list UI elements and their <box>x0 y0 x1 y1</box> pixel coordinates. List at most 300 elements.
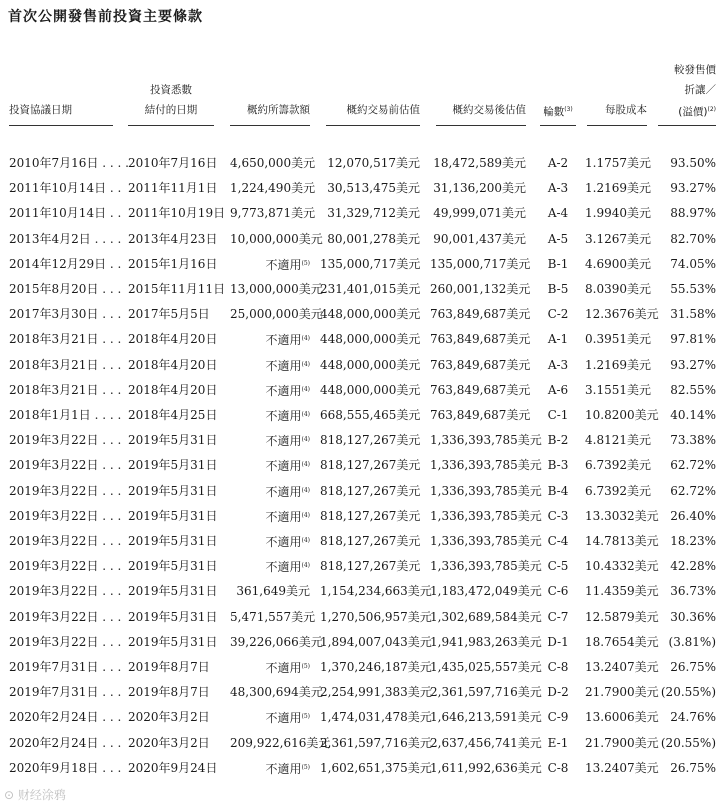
pre-money-cell-text: 818,127,267美元 <box>320 433 421 448</box>
amount-raised-cell <box>230 580 310 602</box>
settlement-date-cell-text: 2018年4月20日 <box>128 357 218 372</box>
amount-raised-cell <box>230 228 323 250</box>
post-money-cell <box>430 328 531 350</box>
settlement-date-cell <box>128 454 228 476</box>
investment-date-cell <box>9 404 122 426</box>
investment-date-cell <box>9 253 122 275</box>
page-title: 首次公開發售前投資主要條款 <box>8 9 203 25</box>
discount-cell <box>656 177 716 199</box>
table-row <box>0 606 724 628</box>
table-row <box>0 303 724 325</box>
cost-per-share-cell <box>585 580 659 602</box>
investment-date-cell <box>9 732 122 754</box>
header-settlement-date <box>128 80 214 120</box>
post-money-cell <box>430 278 531 300</box>
discount-cell <box>656 505 716 527</box>
post-money-cell <box>430 354 531 376</box>
discount-cell-text: 82.70% <box>670 231 716 246</box>
pre-money-cell-text: 448,000,000美元 <box>320 382 421 397</box>
amount-raised-cell <box>230 429 310 451</box>
discount-cell-text: 30.36% <box>670 609 716 624</box>
amount-raised-cell <box>230 505 310 527</box>
amount-raised-cell <box>230 454 310 476</box>
pre-money-cell <box>320 555 420 577</box>
pre-money-cell <box>320 278 420 300</box>
pre-money-cell <box>320 429 420 451</box>
round-cell-text: A-1 <box>547 332 569 347</box>
pre-money-cell <box>320 480 420 502</box>
header-investment-date-label: 投資協議日期 <box>9 104 72 116</box>
cost-per-share-cell-text: 1.2169美元 <box>585 181 651 196</box>
discount-cell <box>656 202 716 224</box>
amount-raised-cell-text: 不適用 <box>265 333 302 348</box>
footnote-marker: (4) <box>301 511 310 519</box>
amount-raised-cell-text: 10,000,000美元 <box>230 231 323 246</box>
cost-per-share-cell <box>585 530 659 552</box>
round-cell-text: D-2 <box>547 685 569 700</box>
footnote-marker: (5) <box>301 713 310 721</box>
round-cell-text: A-3 <box>547 181 569 196</box>
table-row <box>0 379 724 401</box>
discount-cell-text: 82.55% <box>670 382 716 397</box>
settlement-date-cell-text: 2015年1月16日 <box>128 256 218 271</box>
settlement-date-cell <box>128 202 228 224</box>
post-money-cell <box>430 404 531 426</box>
investment-date-cell <box>9 631 122 653</box>
discount-cell-text: 62.72% <box>670 483 716 498</box>
table-row <box>0 480 724 502</box>
discount-cell-text: 26.75% <box>670 660 716 674</box>
post-money-cell-text: 763,849,687美元 <box>430 408 531 422</box>
header-round-note: (3) <box>564 106 573 113</box>
cost-per-share-cell-text: 11.4359美元 <box>585 584 659 599</box>
settlement-date-cell-text: 2019年8月7日 <box>128 685 210 700</box>
settlement-date-cell-text: 2020年3月2日 <box>128 710 210 725</box>
round-cell <box>540 253 576 275</box>
cost-per-share-cell <box>585 328 651 350</box>
settlement-date-cell <box>128 505 228 527</box>
pre-money-cell-text: 668,555,465美元 <box>320 408 421 422</box>
cost-per-share-cell <box>585 631 659 653</box>
settlement-date-cell <box>128 732 228 754</box>
post-money-cell <box>430 480 542 502</box>
pre-money-cell <box>320 706 432 728</box>
settlement-date-cell-text: 2010年7月16日 <box>128 156 218 170</box>
post-money-cell-text: 1,183,472,049美元 <box>430 584 542 599</box>
table-row <box>0 404 724 426</box>
amount-raised-cell <box>230 152 316 174</box>
round-cell-text: C-8 <box>547 660 569 674</box>
header-pre-money <box>320 100 420 120</box>
header-discount-note: (2) <box>707 106 716 113</box>
amount-raised-cell-text: 不適用 <box>265 409 302 423</box>
settlement-date-cell <box>128 429 228 451</box>
post-money-cell-text: 1,336,393,785美元 <box>430 458 542 473</box>
pre-money-cell-text: 80,001,278美元 <box>327 231 420 246</box>
amount-raised-cell <box>230 656 310 678</box>
header-cost-per-share <box>585 100 647 120</box>
header-rule-pre-money <box>326 125 420 126</box>
investment-date-cell-text: 2013年4月2日 . . . . <box>9 231 122 246</box>
header-settlement-date-line2: 結付的日期 <box>144 104 198 116</box>
header-rule-amount-raised <box>230 125 310 126</box>
amount-raised-cell-text: 不適用 <box>265 761 302 776</box>
round-cell-text: C-6 <box>547 584 569 599</box>
pre-money-cell <box>320 505 420 527</box>
settlement-date-cell <box>128 606 228 628</box>
discount-cell-text: 18.23% <box>670 534 716 548</box>
settlement-date-cell <box>128 152 228 174</box>
amount-raised-cell <box>230 631 323 653</box>
cost-per-share-cell <box>585 404 659 426</box>
round-cell <box>540 454 576 476</box>
round-cell <box>540 152 576 174</box>
header-investment-date <box>9 100 72 120</box>
amount-raised-cell-text: 209,922,616美元 <box>230 735 331 750</box>
cost-per-share-cell <box>585 454 651 476</box>
cost-per-share-cell-text: 0.3951美元 <box>585 332 651 347</box>
footnote-marker: (4) <box>301 411 310 418</box>
settlement-date-cell <box>128 303 228 325</box>
discount-cell <box>656 530 716 552</box>
cost-per-share-cell-text: 21.7900美元 <box>585 735 659 750</box>
header-rule-post-money <box>436 125 526 126</box>
post-money-cell <box>430 202 526 224</box>
investment-date-cell-text: 2019年3月22日 . . . <box>9 458 122 473</box>
discount-cell-text: (20.55%) <box>660 685 716 700</box>
header-round-text: 輪數 <box>543 106 565 118</box>
table-row <box>0 253 724 275</box>
discount-cell <box>656 303 716 325</box>
round-cell <box>540 480 576 502</box>
discount-cell <box>656 404 716 426</box>
amount-raised-cell-text: 5,471,557美元 <box>230 609 316 624</box>
amount-raised-cell <box>230 303 323 325</box>
cost-per-share-cell <box>585 606 659 628</box>
amount-raised-cell <box>230 555 310 577</box>
table-row <box>0 757 724 779</box>
settlement-date-cell-text: 2018年4月25日 <box>128 408 218 422</box>
discount-cell-text: 93.27% <box>670 181 716 196</box>
table-row <box>0 580 724 602</box>
settlement-date-cell-text: 2019年5月31日 <box>128 634 218 649</box>
cost-per-share-cell-text: 12.3676美元 <box>585 307 659 322</box>
investment-date-cell-text: 2019年3月22日 . . . <box>9 609 122 624</box>
investment-date-cell <box>9 480 122 502</box>
discount-cell-text: 26.40% <box>670 508 716 523</box>
settlement-date-cell-text: 2018年4月20日 <box>128 332 218 347</box>
investment-date-cell <box>9 454 122 476</box>
table-row <box>0 454 724 476</box>
investment-date-cell <box>9 177 122 199</box>
discount-cell-text: 31.58% <box>670 307 716 322</box>
investment-date-cell <box>9 202 122 224</box>
pre-money-cell-text: 818,127,267美元 <box>320 508 421 523</box>
cost-per-share-cell-text: 6.7392美元 <box>585 458 651 473</box>
discount-cell <box>656 757 716 779</box>
amount-raised-cell-text: 不適用 <box>265 484 302 499</box>
round-cell-text: B-2 <box>547 433 569 448</box>
cost-per-share-cell-text: 6.7392美元 <box>585 483 651 498</box>
pre-money-cell-text: 448,000,000美元 <box>320 332 421 347</box>
discount-cell <box>656 152 716 174</box>
investment-date-cell <box>9 706 122 728</box>
pre-money-cell <box>320 253 420 275</box>
pre-money-cell <box>320 606 432 628</box>
footnote-marker: (4) <box>301 461 310 469</box>
table-row <box>0 555 724 577</box>
cost-per-share-cell-text: 3.1267美元 <box>585 231 651 246</box>
post-money-cell <box>430 152 526 174</box>
watermark-logo: ⊙ 财经涂鸦 <box>4 788 66 802</box>
discount-cell-text: 42.28% <box>670 559 716 574</box>
discount-cell-text: (20.55%) <box>660 735 716 750</box>
round-cell-text: A-2 <box>547 156 569 170</box>
pre-money-cell <box>320 404 420 426</box>
pre-money-cell-text: 818,127,267美元 <box>320 559 421 574</box>
post-money-cell <box>430 580 542 602</box>
amount-raised-cell-text: 1,224,490美元 <box>230 181 316 196</box>
pre-money-cell-text: 135,000,717美元 <box>320 256 421 271</box>
investment-date-cell-text: 2010年7月16日 . . . . <box>9 156 129 170</box>
amount-raised-cell-text: 不適用 <box>265 257 302 272</box>
header-amount-raised <box>230 100 310 120</box>
cost-per-share-cell <box>585 253 651 275</box>
discount-cell-text: 93.50% <box>670 156 716 170</box>
table-row <box>0 202 724 224</box>
amount-raised-cell-text: 不適用 <box>265 358 302 373</box>
settlement-date-cell-text: 2019年5月31日 <box>128 534 218 548</box>
amount-raised-cell <box>230 480 310 502</box>
round-cell-text: B-3 <box>547 458 569 473</box>
investment-date-cell-text: 2019年3月22日 . . . <box>9 483 122 498</box>
table-row <box>0 505 724 527</box>
cost-per-share-cell-text: 13.2407美元 <box>585 760 659 775</box>
investment-date-cell-text: 2019年3月22日 . . . <box>9 534 122 548</box>
settlement-date-cell-text: 2019年5月31日 <box>128 559 218 574</box>
header-rule-cost-per-share <box>587 125 647 126</box>
settlement-date-cell-text: 2019年5月31日 <box>128 483 218 498</box>
discount-cell <box>656 480 716 502</box>
amount-raised-cell-text: 不適用 <box>265 560 302 575</box>
cost-per-share-cell-text: 21.7900美元 <box>585 685 659 700</box>
discount-cell <box>656 278 716 300</box>
amount-raised-cell-text: 不適用 <box>265 383 302 398</box>
discount-cell <box>656 454 716 476</box>
investment-date-cell-text: 2018年1月1日 . . . . <box>9 408 122 422</box>
investment-date-cell <box>9 328 122 350</box>
settlement-date-cell <box>128 278 228 300</box>
round-cell <box>540 530 576 552</box>
investment-date-cell <box>9 429 122 451</box>
header-rule-settlement-date <box>128 125 214 126</box>
amount-raised-cell-text: 不適用 <box>265 661 302 675</box>
investment-date-cell <box>9 228 122 250</box>
pre-money-cell <box>320 354 420 376</box>
cost-per-share-cell-text: 1.1757美元 <box>585 156 651 170</box>
cost-per-share-cell <box>585 152 651 174</box>
table-row <box>0 278 724 300</box>
investment-date-cell-text: 2019年7月31日 . . . <box>9 660 122 674</box>
settlement-date-cell-text: 2019年5月31日 <box>128 508 218 523</box>
pre-money-cell-text: 12,070,517美元 <box>327 156 420 170</box>
pre-money-cell <box>320 152 420 174</box>
discount-cell-text: 62.72% <box>670 458 716 473</box>
pre-money-cell-text: 1,602,651,375美元 <box>320 760 432 775</box>
table-row <box>0 152 724 174</box>
discount-cell-text: (3.81%) <box>668 634 716 649</box>
pre-money-cell <box>320 757 432 779</box>
settlement-date-cell <box>128 228 228 250</box>
investment-date-cell-text: 2018年3月21日 . . . <box>9 332 122 347</box>
round-cell-text: A-3 <box>547 357 569 372</box>
cost-per-share-cell-text: 1.9940美元 <box>585 206 651 221</box>
investment-date-cell <box>9 606 122 628</box>
header-discount-line1: 較發售價 <box>674 64 716 76</box>
amount-raised-cell-text: 39,226,066美元 <box>230 634 323 649</box>
settlement-date-cell <box>128 379 228 401</box>
amount-raised-cell <box>230 177 316 199</box>
amount-raised-cell <box>230 757 310 779</box>
amount-raised-cell-text: 不適用 <box>265 459 302 474</box>
round-cell <box>540 328 576 350</box>
post-money-cell-text: 31,136,200美元 <box>433 181 526 196</box>
settlement-date-cell <box>128 757 228 779</box>
round-cell <box>540 278 576 300</box>
round-cell-text: E-1 <box>547 735 569 750</box>
cost-per-share-cell-text: 4.6900美元 <box>585 256 651 271</box>
investment-date-cell <box>9 505 122 527</box>
round-cell <box>540 228 576 250</box>
post-money-cell-text: 1,646,213,591美元 <box>430 710 542 725</box>
amount-raised-cell <box>230 404 310 426</box>
post-money-cell-text: 1,302,689,584美元 <box>430 609 542 624</box>
round-cell <box>540 429 576 451</box>
pre-money-cell-text: 30,513,475美元 <box>327 181 420 196</box>
post-money-cell <box>430 177 526 199</box>
post-money-cell-text: 763,849,687美元 <box>430 307 531 322</box>
discount-cell <box>656 606 716 628</box>
settlement-date-cell-text: 2020年9月24日 <box>128 760 218 775</box>
cost-per-share-cell <box>585 555 659 577</box>
discount-cell <box>656 732 716 754</box>
pre-money-cell-text: 1,894,007,043美元 <box>320 634 432 649</box>
round-cell-text: A-6 <box>547 382 569 397</box>
round-cell <box>540 202 576 224</box>
amount-raised-cell <box>230 706 310 728</box>
discount-cell <box>656 555 716 577</box>
pre-money-cell-text: 1,370,246,187美元 <box>320 660 432 674</box>
post-money-cell <box>430 505 542 527</box>
cost-per-share-cell <box>585 228 651 250</box>
round-cell <box>540 606 576 628</box>
settlement-date-cell-text: 2013年4月23日 <box>128 231 218 246</box>
cost-per-share-cell-text: 4.8121美元 <box>585 433 651 448</box>
cost-per-share-cell-text: 12.5879美元 <box>585 609 659 624</box>
settlement-date-cell-text: 2019年5月31日 <box>128 584 218 599</box>
round-cell <box>540 354 576 376</box>
table-row <box>0 706 724 728</box>
cost-per-share-cell-text: 10.4332美元 <box>585 559 659 574</box>
post-money-cell-text: 49,999,071美元 <box>433 206 526 221</box>
cost-per-share-cell <box>585 429 651 451</box>
pre-money-cell <box>320 681 432 703</box>
round-cell <box>540 555 576 577</box>
amount-raised-cell-text: 4,650,000美元 <box>230 156 316 170</box>
pre-money-cell <box>320 580 432 602</box>
round-cell-text: B-1 <box>547 256 569 271</box>
post-money-cell <box>430 303 531 325</box>
investment-date-cell-text: 2020年9月18日 . . . <box>9 760 122 775</box>
discount-cell <box>656 580 716 602</box>
post-money-cell-text: 260,001,132美元 <box>430 282 531 296</box>
discount-cell-text: 55.53% <box>670 282 716 296</box>
investment-date-cell-text: 2020年2月24日 . . . <box>9 735 122 750</box>
pre-money-cell <box>320 202 420 224</box>
investment-date-cell <box>9 681 122 703</box>
round-cell-text: A-5 <box>547 231 569 246</box>
post-money-cell <box>430 606 542 628</box>
header-discount-line3 <box>656 100 716 122</box>
cost-per-share-cell-text: 13.6006美元 <box>585 710 659 725</box>
post-money-cell <box>430 555 542 577</box>
investment-date-cell-text: 2019年3月22日 . . . <box>9 508 122 523</box>
table-row <box>0 631 724 653</box>
settlement-date-cell-text: 2019年5月31日 <box>128 433 218 448</box>
post-money-cell-text: 1,336,393,785美元 <box>430 433 542 448</box>
post-money-cell <box>430 732 542 754</box>
pre-money-cell-text: 231,401,015美元 <box>320 282 421 296</box>
round-cell <box>540 656 576 678</box>
settlement-date-cell <box>128 681 228 703</box>
amount-raised-cell <box>230 530 310 552</box>
discount-cell <box>656 354 716 376</box>
cost-per-share-cell <box>585 354 651 376</box>
post-money-cell-text: 1,336,393,785美元 <box>430 534 542 548</box>
footnote-marker: (4) <box>301 360 310 368</box>
round-cell-text: D-1 <box>547 634 569 649</box>
investment-date-cell <box>9 278 122 300</box>
amount-raised-cell-text: 不適用 <box>265 509 302 524</box>
discount-cell-text: 93.27% <box>670 357 716 372</box>
round-cell <box>540 757 576 779</box>
investment-date-cell-text: 2019年3月22日 . . . <box>9 584 122 599</box>
footnote-marker: (4) <box>301 385 310 393</box>
investment-date-cell-text: 2020年2月24日 . . . <box>9 710 122 725</box>
table-row <box>0 429 724 451</box>
footnote-marker: (4) <box>301 537 310 544</box>
post-money-cell-text: 1,611,992,636美元 <box>430 760 542 775</box>
header-rule-round <box>540 125 576 126</box>
settlement-date-cell-text: 2011年10月19日 <box>128 206 226 221</box>
cost-per-share-cell <box>585 505 659 527</box>
amount-raised-cell-text: 不適用 <box>265 711 302 726</box>
investment-date-cell <box>9 379 122 401</box>
investment-date-cell-text: 2019年3月22日 . . . <box>9 634 122 649</box>
discount-cell-text: 24.76% <box>670 710 716 725</box>
cost-per-share-cell <box>585 379 651 401</box>
pre-money-cell-text: 1,270,506,957美元 <box>320 609 432 624</box>
investment-date-cell <box>9 757 122 779</box>
post-money-cell-text: 1,336,393,785美元 <box>430 508 542 523</box>
investment-date-cell-text: 2015年8月20日 . . . <box>9 282 122 296</box>
settlement-date-cell <box>128 580 228 602</box>
settlement-date-cell-text: 2018年4月20日 <box>128 382 218 397</box>
discount-cell <box>656 379 716 401</box>
pre-money-cell <box>320 656 432 678</box>
post-money-cell <box>430 706 542 728</box>
footnote-marker: (4) <box>301 486 310 494</box>
